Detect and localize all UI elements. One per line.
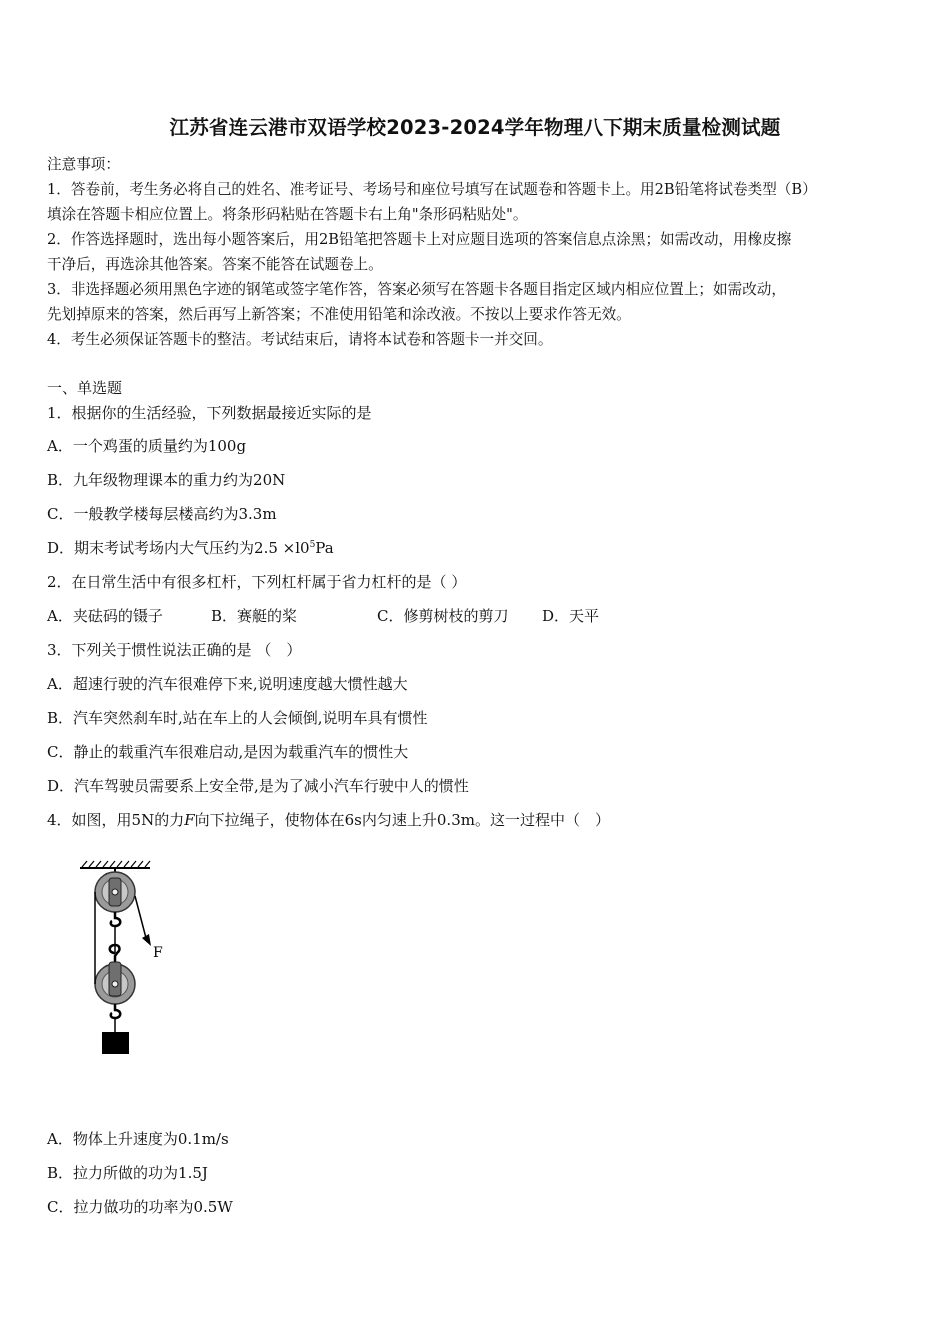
- question-1-option-b: B．九年级物理课本的重力约为20N: [47, 471, 286, 489]
- option-d-unit: Pa: [315, 539, 334, 557]
- rope-pull: [135, 896, 146, 938]
- force-arrow-icon: [142, 934, 151, 946]
- question-2-option-c: C．修剪树枝的剪刀: [377, 607, 509, 625]
- option-d-exponent: 5: [309, 540, 316, 550]
- question-4-stem-post: 向下拉绳子，使物体在6s内匀速上升0.3m。这一过程中（ ）: [194, 811, 610, 829]
- question-4-stem-pre: 4．如图，用5N的力: [47, 811, 185, 829]
- pulley-diagram: [78, 858, 188, 1063]
- notice-line-6: 先划掉原来的答案，然后再写上新答案；不准使用铅笔和涂改液。不按以上要求作答无效。: [47, 306, 631, 323]
- notice-heading: 注意事项：: [47, 156, 120, 173]
- force-label: F: [153, 945, 163, 961]
- question-3-option-d: D．汽车驾驶员需要系上安全带,是为了减小汽车行驶中人的惯性: [47, 777, 469, 795]
- question-4-option-b: B．拉力所做的功为1.5J: [47, 1164, 208, 1182]
- notice-line-1: 1．答卷前，考生务必将自己的姓名、准考证号、考场号和座位号填写在试题卷和答题卡上。用2B铅笔将试卷类型（B）: [47, 181, 817, 198]
- question-4-stem: [47, 809, 610, 830]
- notice-line-4: 干净后，再选涂其他答案。答案不能答在试题卷上。: [47, 256, 383, 273]
- question-3-stem: 3．下列关于惯性说法正确的是 （ ）: [47, 641, 302, 659]
- question-4-option-c: C．拉力做功的功率为0.5W: [47, 1198, 233, 1216]
- question-2-options: [47, 605, 599, 626]
- question-2-option-d: D．天平: [542, 607, 600, 625]
- force-variable: F: [184, 811, 195, 829]
- question-1-option-a: A．一个鸡蛋的质量约为100g: [47, 437, 247, 455]
- question-2-option-b: B．赛艇的桨: [211, 607, 298, 625]
- fixed-pulley: [95, 872, 135, 912]
- question-4-option-a: A．物体上升速度为0.1m/s: [47, 1130, 229, 1148]
- notice-line-7: 4．考生必须保证答题卡的整洁。考试结束后，请将本试卷和答题卡一并交回。: [47, 331, 553, 348]
- load-hook: [111, 1004, 120, 1018]
- question-1-option-d: [47, 537, 334, 558]
- notice-line-3: 2．作答选择题时，选出每小题答案后，用2B铅笔把答题卡上对应题目选项的答案信息点涂黑；如需改动，用橡皮擦: [47, 231, 792, 248]
- option-d-text: D．期末考试考场内大气压约为2.5 ×l0: [47, 539, 310, 557]
- question-1-stem: 1．根据你的生活经验，下列数据最接近实际的是: [47, 404, 372, 422]
- question-3-option-c: C．静止的载重汽车很难启动,是因为载重汽车的惯性大: [47, 743, 409, 761]
- question-3-option-b: B．汽车突然刹车时,站在车上的人会倾倒,说明车具有惯性: [47, 709, 428, 727]
- page-title: 江苏省连云港市双语学校2023-2024学年物理八下期末质量检测试题: [169, 116, 781, 139]
- section-heading: 一、单选题: [47, 379, 123, 397]
- question-2-option-a: A．夹砝码的镊子: [47, 607, 163, 625]
- movable-pulley: [95, 962, 135, 1004]
- load-block: [102, 1032, 129, 1054]
- question-3-option-a: A．超速行驶的汽车很难停下来,说明速度越大惯性越大: [47, 675, 408, 693]
- question-2-stem: 2．在日常生活中有很多杠杆，下列杠杆属于省力杠杆的是（ ）: [47, 573, 467, 591]
- notice-line-2: 填涂在答题卡相应位置上。将条形码粘贴在答题卡右上角"条形码粘贴处"。: [47, 206, 528, 223]
- question-1-option-c: C．一般教学楼每层楼高约为3.3m: [47, 505, 277, 523]
- fixed-pulley-hook: [111, 912, 120, 926]
- ceiling-hatch: [80, 861, 150, 868]
- notice-line-5: 3．非选择题必须用黑色字迹的钢笔或签字笔作答，答案必须写在答题卡各题目指定区域内相应位置上；如需改动，: [47, 281, 786, 298]
